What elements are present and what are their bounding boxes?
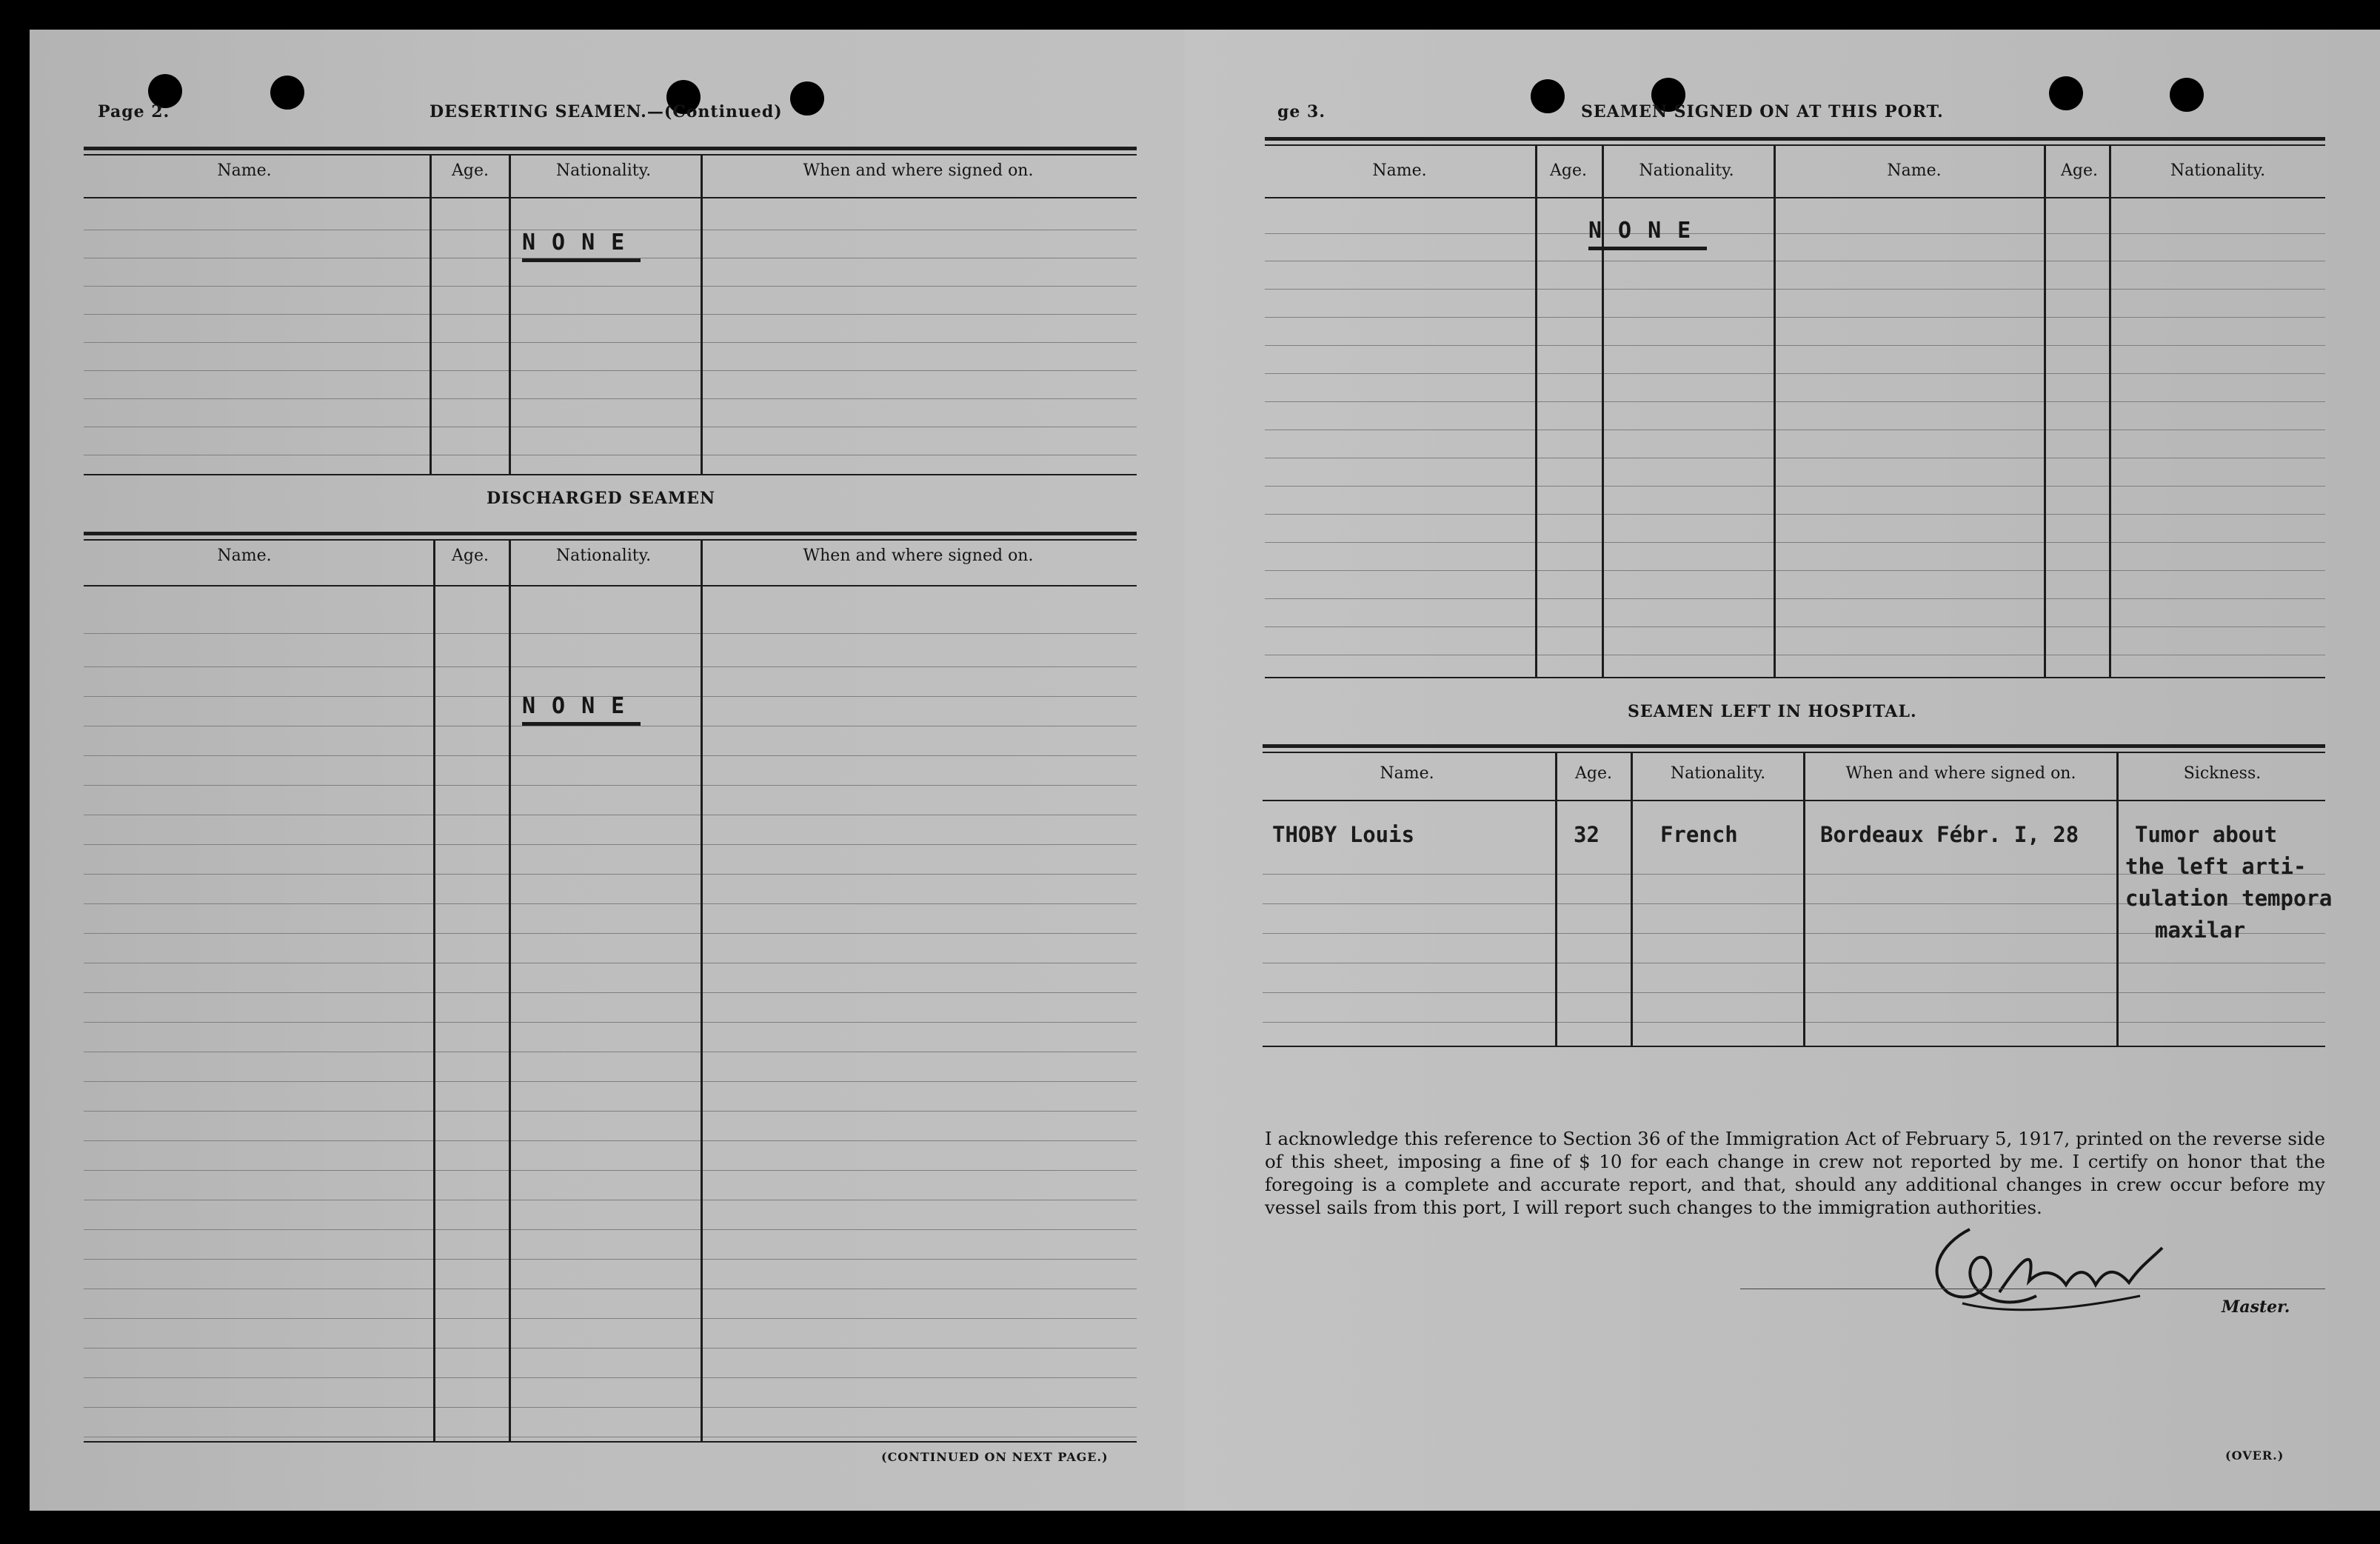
column-header-age: Age. (1550, 161, 1587, 180)
page-number: Page 2. (98, 102, 170, 121)
column-header-signed-on: When and where signed on. (1845, 764, 2076, 783)
column-header-nationality: Nationality. (1670, 764, 1766, 783)
over-footer: (OVER.) (2225, 1448, 2284, 1463)
punch-hole (2170, 78, 2204, 112)
hospital-title: SEAMEN LEFT IN HOSPITAL. (1628, 702, 1917, 721)
column-header-age: Age. (452, 547, 489, 565)
punch-hole (270, 76, 304, 110)
column-header-age: Age. (452, 161, 489, 180)
punch-hole (790, 81, 824, 116)
discharged-seamen-title: DISCHARGED SEAMEN (487, 489, 716, 508)
sickness-line: Tumor about (2135, 822, 2278, 847)
column-header-signed-on: When and where signed on. (803, 161, 1034, 180)
signed-on-title: SEAMEN SIGNED ON AT THIS PORT. (1581, 102, 1944, 121)
master-label: Master. (2222, 1297, 2290, 1317)
column-header-name: Name. (1372, 161, 1427, 180)
continued-footer: (CONTINUED ON NEXT PAGE.) (881, 1450, 1109, 1464)
none-stamp: NONE (1588, 218, 1707, 250)
punch-hole (1531, 79, 1565, 113)
column-header-age: Age. (1575, 764, 1612, 783)
seaman-nationality: French (1660, 822, 1738, 847)
punch-hole (2049, 76, 2083, 110)
seaman-age: 32 (1574, 822, 1600, 847)
sickness-line: culation tempora (2125, 886, 2333, 911)
column-header-signed-on: When and where signed on. (803, 547, 1034, 565)
none-stamp: NONE (522, 693, 641, 726)
column-header-age: Age. (2061, 161, 2098, 180)
column-header-nationality: Nationality. (555, 161, 652, 180)
page-number: ge 3. (1277, 102, 1326, 121)
sickness-line: maxilar (2155, 918, 2246, 943)
column-header-sickness: Sickness. (2183, 764, 2262, 783)
master-signature (1918, 1214, 2185, 1326)
seaman-name: THOBY Louis (1272, 822, 1415, 847)
page-2-sheet (30, 30, 1185, 1511)
column-header-name: Name. (1380, 764, 1434, 783)
column-header-nationality: Nationality. (1639, 161, 1734, 180)
column-header-nationality: Nationality. (2170, 161, 2266, 180)
column-header-name: Name. (217, 547, 272, 565)
deserting-seamen-title: DESERTING SEAMEN.—(Continued) (429, 102, 783, 121)
acknowledgement-text: I acknowledge this reference to Section 36 of the Immigration Act of February 5, 1917, printed on the reverse side of this sheet, imposing a fine of $ 10 for each change in crew not reported by me. I certify on honor that the foregoing is a complete and accurate report, and that, should any additional changes in crew occur before my vessel sails from this port, I will report such changes to the immigration authorities. (1265, 1128, 2325, 1218)
seaman-signed-on: Bordeaux Fébr. I, 28 (1820, 822, 2079, 847)
column-header-name: Name. (217, 161, 272, 180)
sickness-line: the left arti- (2125, 854, 2307, 879)
none-stamp: NONE (522, 230, 641, 262)
column-header-nationality: Nationality. (555, 547, 652, 565)
column-header-name: Name. (1887, 161, 1942, 180)
page-3-sheet (1185, 30, 2380, 1511)
